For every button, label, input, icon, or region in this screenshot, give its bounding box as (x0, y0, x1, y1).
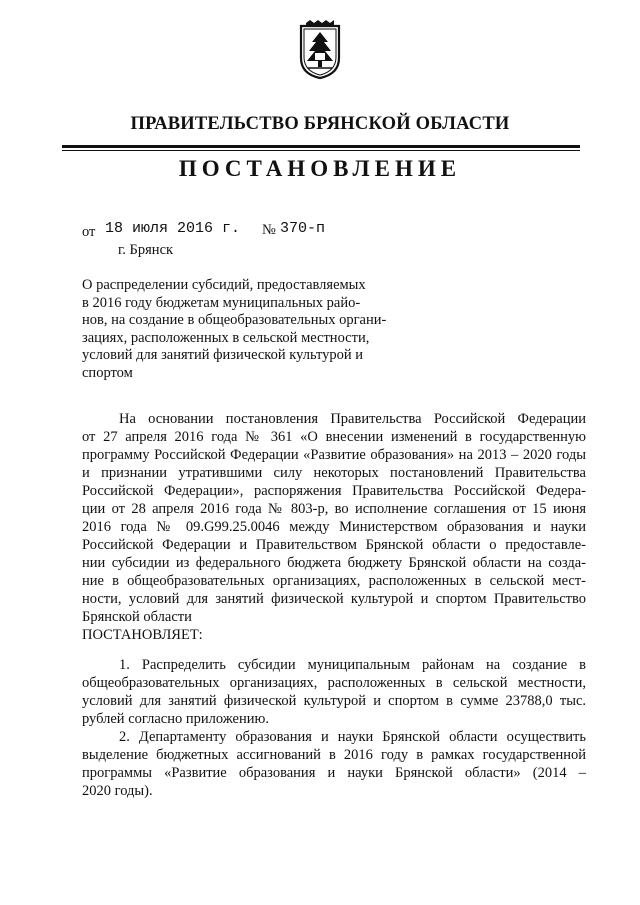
document-type-title: ПОСТАНОВЛЕНИЕ (178, 156, 462, 181)
preamble-line: Брянской области (82, 609, 192, 625)
preamble-paragraph (82, 410, 586, 644)
subject-line: в 2016 году бюджетам муниципальных райо- (82, 294, 361, 311)
item-1-line: общеобразовательных организациях, расположенных в сельской местности, (82, 675, 586, 691)
item-1-line: 1. Распределить субсидии муниципальным районам на создание в (119, 657, 586, 673)
date-prefix: от (82, 224, 96, 240)
preamble-line: ности, условий для занятий физической культурой и спортом Правительство (82, 591, 586, 607)
resolves-heading: ПОСТАНОВЛЯЕТ: (82, 627, 203, 643)
item-2-paragraph (82, 728, 586, 800)
item-2-line: 2020 годы). (82, 783, 153, 799)
coat-of-arms-emblem (298, 20, 342, 80)
preamble-line: от 27 апреля 2016 года № 361 «О внесении изменений в государственную (82, 429, 586, 445)
document-number: 370-п (280, 220, 326, 237)
item-1-line: рублей согласно приложению. (82, 711, 269, 727)
subject-line: спортом (82, 364, 133, 381)
item-2-line: 2. Департаменту образования и науки Брянской области осуществить (119, 729, 586, 745)
preamble-line: и признании утратившими силу некоторых постановлений Правительства (82, 465, 586, 481)
preamble-line: нии субсидии из федерального бюджета бюджету Брянской области на созда- (82, 555, 586, 571)
preamble-line: Российской Федерации и Правительством Брянской области о предоставле- (82, 537, 586, 553)
preamble-line: Российской Федерации», распоряжения Правительства Российской Федера- (82, 483, 586, 499)
item-2-line: выделение бюджетных ассигнований в 2016 году в рамках государственной (82, 747, 586, 763)
subject-line: зациях, расположенных в сельской местности, (82, 329, 370, 346)
item-1-paragraph (82, 656, 586, 728)
header-rule-thick (62, 145, 580, 148)
subject-line: О распределении субсидий, предоставляемых (82, 277, 366, 293)
document-date: 18 июля 2016 г. (105, 220, 241, 237)
preamble-line: программу Российской Федерации «Развитие образования» на 2013 – 2020 годы (82, 447, 586, 463)
item-1-line: условий для занятий физической культурой и спортом в сумме 23788,0 тыс. (82, 693, 586, 709)
preamble-line: 2016 года № 09.G99.25.0046 между Министерством образования и науки (82, 519, 586, 535)
preamble-line: На основании постановления Правительства Российской Федерации (119, 411, 586, 427)
item-2-line: программы «Развитие образования и науки Брянской области» (2014 – (82, 765, 586, 781)
preamble-line: ции от 28 апреля 2016 года № 803-р, во исполнение соглашения от 15 июня (82, 501, 586, 517)
number-sign: № (262, 222, 276, 238)
document-subject (82, 277, 402, 383)
government-title: ПРАВИТЕЛЬСТВО БРЯНСКОЙ ОБЛАСТИ (130, 114, 510, 134)
subject-line: нов, на создание в общеобразовательных органи- (82, 312, 387, 329)
subject-line: условий для занятий физической культурой и (82, 347, 364, 364)
preamble-line: ние в общеобразовательных организациях, расположенных в сельской мест- (82, 573, 586, 589)
header-rule-thin (62, 150, 580, 151)
document-city: г. Брянск (118, 242, 174, 258)
